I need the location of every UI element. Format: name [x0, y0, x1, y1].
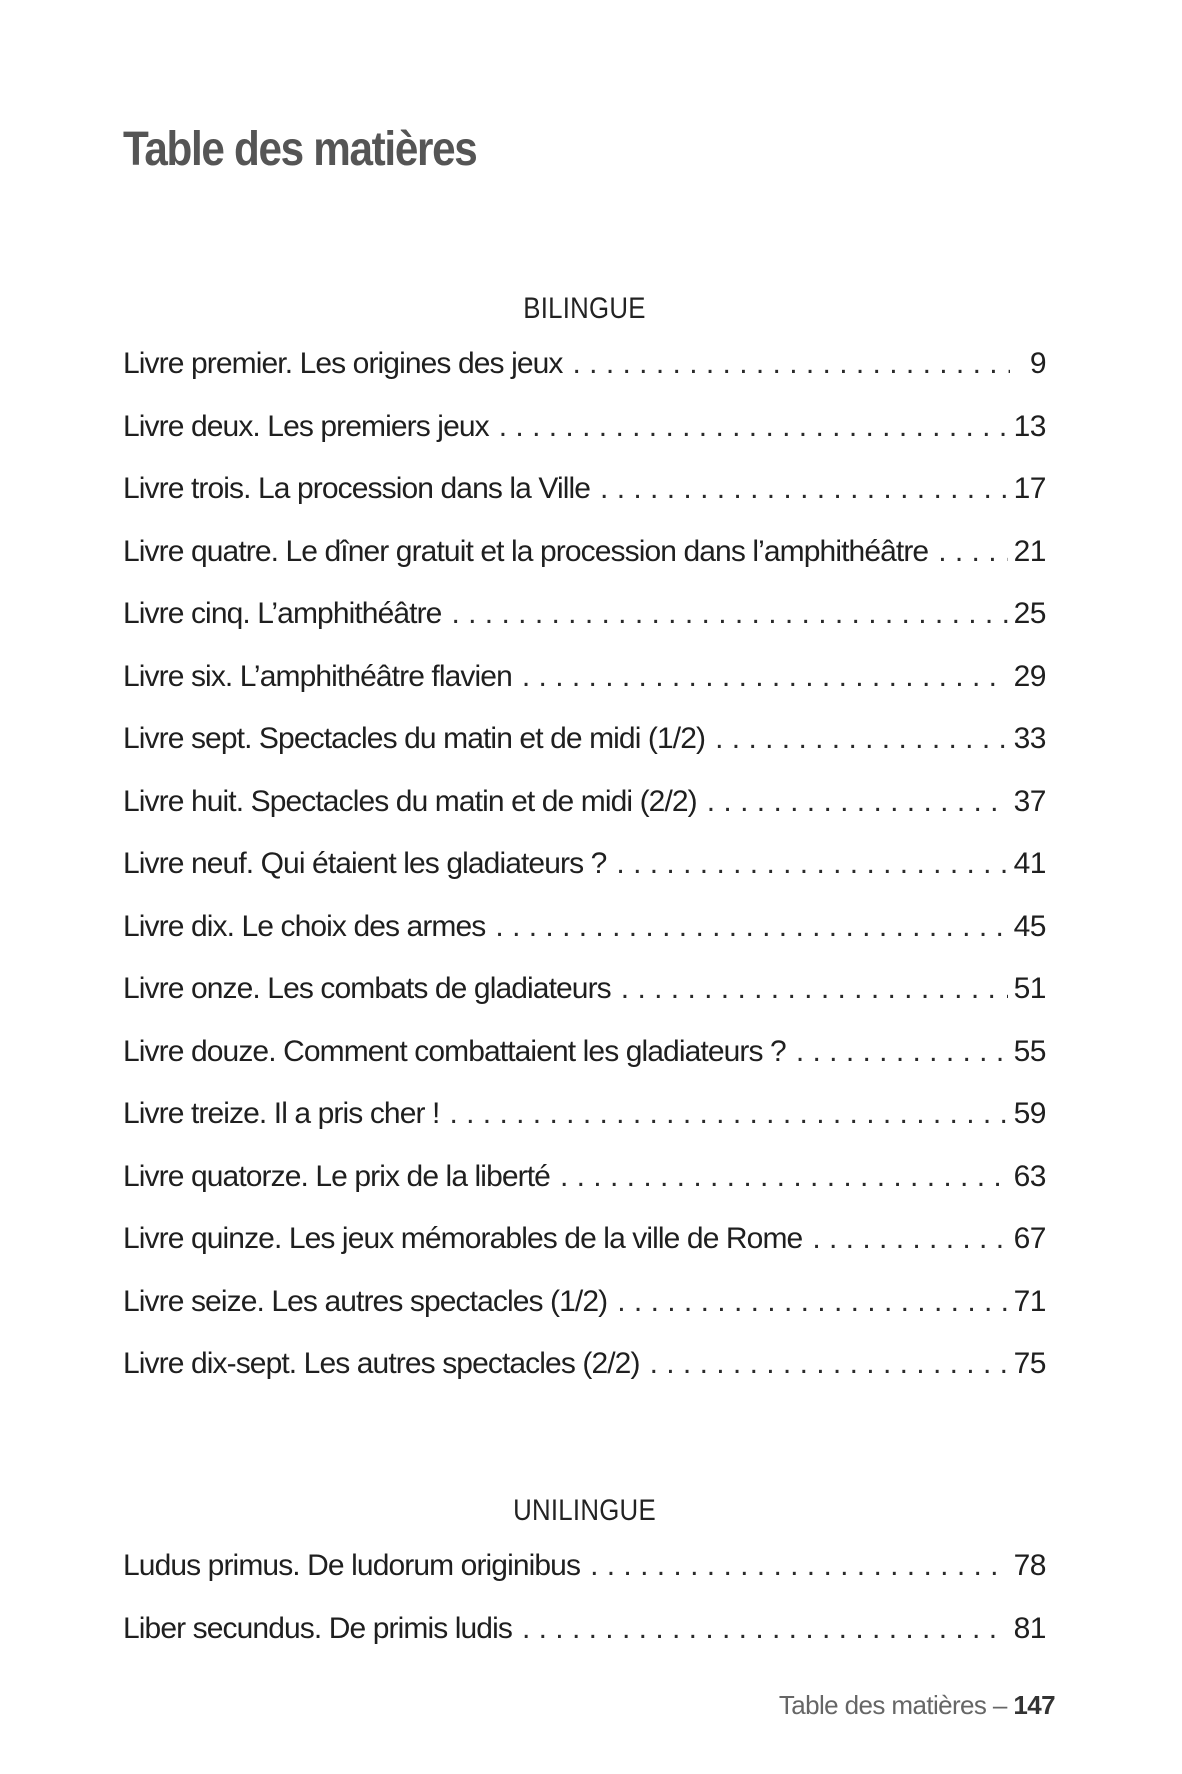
toc-entry[interactable]: [123, 971, 1046, 1034]
dot-leader: [812, 1221, 1007, 1257]
toc-entry-page-number: 21: [1013, 534, 1046, 568]
toc-entry-title: Livre quinze. Les jeux mémorables de la ville de Rome: [123, 1222, 803, 1255]
toc-entry-title: Livre treize. Il a pris cher !: [123, 1097, 440, 1130]
toc-entry-title: Liber secundus. De primis ludis: [123, 1611, 512, 1645]
toc-entry-title: Livre dix. Le choix des armes: [123, 909, 486, 943]
toc-entry-page-number: 67: [1013, 1222, 1046, 1255]
toc-entry[interactable]: [123, 1221, 1046, 1284]
dot-leader: [499, 409, 1008, 445]
toc-entry-page-number: 81: [1013, 1611, 1046, 1645]
toc-entry-page-number: 9: [1029, 347, 1046, 380]
toc-entry[interactable]: [123, 846, 1046, 909]
toc-entry-title: Livre six. L’amphithéâtre flavien: [123, 659, 512, 693]
toc-entry-title: Livre trois. La procession dans la Ville: [123, 472, 591, 505]
toc-entry-title: Livre cinq. L’amphithéâtre: [123, 597, 442, 630]
footer-label: Table des matières –: [778, 1690, 1007, 1720]
page-title: Table des matières: [123, 123, 477, 176]
dot-leader: [650, 1346, 1008, 1382]
toc-entry[interactable]: [123, 1034, 1046, 1097]
toc-entry-title: Livre quatorze. Le prix de la liberté: [123, 1159, 550, 1193]
dot-leader: [617, 1284, 1007, 1320]
toc-entry[interactable]: [123, 1346, 1046, 1409]
toc-entry-page-number: 13: [1013, 409, 1046, 443]
toc-entry[interactable]: [123, 659, 1046, 722]
toc-entry[interactable]: [123, 534, 1046, 597]
toc-entry-page-number: 25: [1013, 597, 1046, 630]
toc-entry-title: Livre douze. Comment combattaient les gladiateurs ?: [123, 1034, 786, 1068]
dot-leader: [796, 1034, 1008, 1070]
toc-entry-page-number: 75: [1013, 1347, 1046, 1380]
toc-entry-title: Livre dix-sept. Les autres spectacles (2/2): [123, 1347, 640, 1380]
toc-entry-title: Livre huit. Spectacles du matin et de midi (2/2): [123, 784, 697, 818]
toc-entry-title: Ludus primus. De ludorum originibus: [123, 1549, 581, 1582]
toc-entry[interactable]: [123, 1548, 1046, 1611]
toc-entry[interactable]: [123, 784, 1046, 847]
toc-entry[interactable]: [123, 909, 1046, 972]
toc-entry-title: Livre premier. Les origines des jeux: [123, 347, 563, 380]
toc-entry-page-number: 37: [1013, 784, 1046, 818]
footer-page-number: 147: [1013, 1690, 1055, 1720]
dot-leader: [707, 784, 1008, 820]
toc-entry[interactable]: [123, 721, 1046, 784]
dot-leader: [522, 1611, 1008, 1647]
dot-leader: [590, 1548, 1008, 1584]
dot-leader: [495, 909, 1007, 945]
section-heading-unilingue: UNILINGUE: [513, 1494, 656, 1527]
running-footer: [779, 1690, 1055, 1721]
toc-entry-page-number: 55: [1013, 1034, 1046, 1068]
toc-entry[interactable]: [123, 596, 1046, 659]
dot-leader: [616, 846, 1007, 882]
dot-leader: [449, 1096, 1007, 1132]
toc-entry[interactable]: [123, 1096, 1046, 1159]
toc-entry-page-number: 33: [1013, 722, 1046, 755]
toc-entry-page-number: 41: [1013, 847, 1046, 880]
toc-entry-title: Livre onze. Les combats de gladiateurs: [123, 972, 611, 1005]
dot-leader: [600, 471, 1008, 507]
toc-entry-title: Livre neuf. Qui étaient les gladiateurs ?: [123, 847, 607, 880]
toc-entry-page-number: 78: [1013, 1549, 1046, 1582]
dot-leader: [715, 721, 1008, 757]
toc-entry-title: Livre seize. Les autres spectacles (1/2): [123, 1284, 608, 1318]
toc-entry-page-number: 59: [1013, 1097, 1046, 1130]
toc-entry[interactable]: [123, 1284, 1046, 1347]
toc-entry-title: Livre sept. Spectacles du matin et de midi (1/2): [123, 722, 706, 755]
toc-entry-page-number: 17: [1013, 472, 1046, 505]
toc-entry[interactable]: [123, 346, 1046, 409]
dot-leader: [522, 659, 1008, 695]
dot-leader: [560, 1159, 1008, 1195]
toc-entry-page-number: 29: [1013, 659, 1046, 693]
section-heading-bilingue: BILINGUE: [523, 292, 646, 325]
toc-entry[interactable]: [123, 1611, 1046, 1674]
dot-leader: [621, 971, 1008, 1007]
toc-entry-title: Livre deux. Les premiers jeux: [123, 409, 489, 443]
dot-leader: [451, 596, 1007, 632]
dot-leader: [938, 534, 1007, 570]
toc-entry-page-number: 51: [1013, 972, 1046, 1005]
toc-entry-page-number: 45: [1013, 909, 1046, 943]
toc-entry-page-number: 71: [1013, 1284, 1046, 1318]
toc-entry[interactable]: [123, 409, 1046, 472]
toc-entry[interactable]: [123, 471, 1046, 534]
toc-entry[interactable]: [123, 1159, 1046, 1222]
toc-entry-page-number: 63: [1013, 1159, 1046, 1193]
dot-leader: [573, 346, 1011, 382]
toc-entry-title: Livre quatre. Le dîner gratuit et la procession dans l’amphithéâtre: [123, 534, 929, 568]
toc-list-unilingue: [123, 1548, 1046, 1673]
toc-list-bilingue: [123, 346, 1046, 1409]
